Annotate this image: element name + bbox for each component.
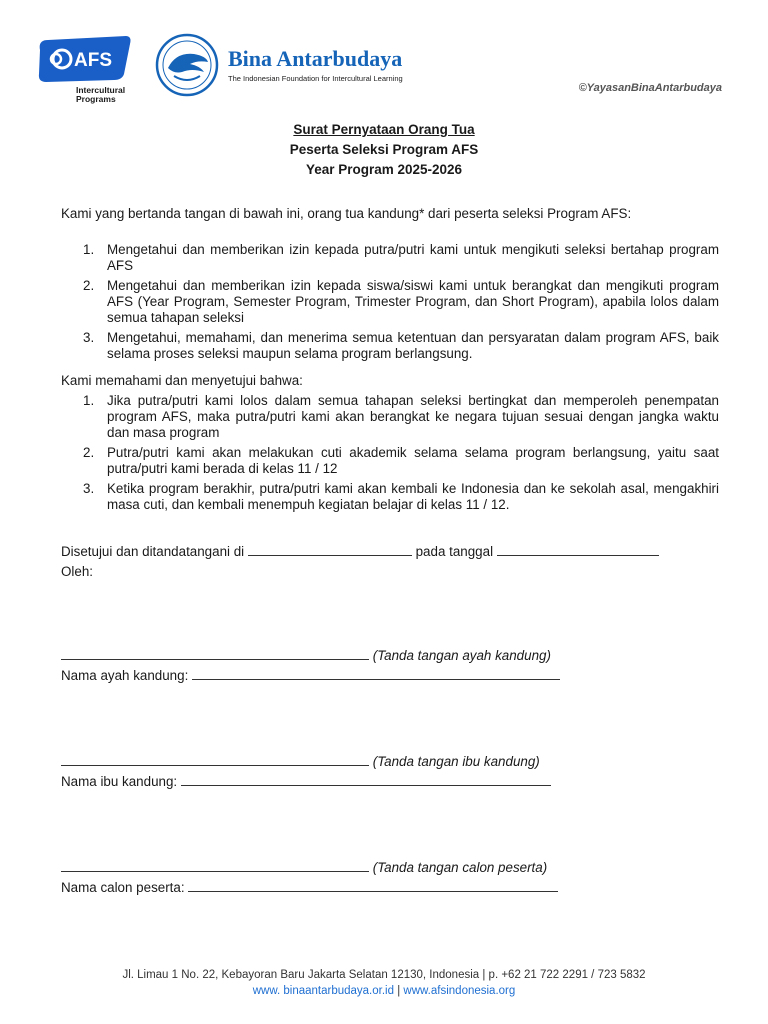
bina-antarbudaya-logo bbox=[154, 30, 424, 100]
father-signature-field[interactable] bbox=[61, 647, 369, 660]
mother-signature-block: (Tanda tangan ibu kandung) Nama ibu kandung: bbox=[61, 752, 551, 792]
list-item: 1. Mengetahui dan memberikan izin kepada putra/putri kami untuk mengikuti seleksi bertahap program AFS bbox=[83, 242, 719, 273]
website-link-afs[interactable]: www.afsindonesia.org bbox=[403, 985, 516, 997]
intro-paragraph: Kami yang bertanda tangan di bawah ini, orang tua kandung* dari peserta seleksi Program AFS: bbox=[61, 206, 632, 221]
document-title bbox=[0, 120, 768, 180]
father-name-field[interactable] bbox=[192, 667, 560, 680]
list-item: 2. Putra/putri kami akan melakukan cuti akademik selama selama program berlangsung, yaitu saat putra/putri kami berada di kelas 11 / 12 bbox=[83, 445, 719, 476]
father-signature-block: (Tanda tangan ayah kandung) Nama ayah kandung: bbox=[61, 646, 560, 686]
document-header bbox=[34, 30, 722, 110]
agreement-line: Disetujui dan ditandatangani di pada tanggal Oleh: bbox=[61, 542, 659, 582]
bina-emblem-icon bbox=[154, 32, 220, 98]
permission-list bbox=[61, 242, 719, 366]
candidate-signature-field[interactable] bbox=[61, 859, 369, 872]
list-item: 1. Jika putra/putri kami lolos dalam semua tahapan seleksi bertingkat dan memperoleh penempatan program AFS, maka putra/putri kami akan berangkat ke negara tujuan sesuai dengan jangka waktu dan masa program bbox=[83, 393, 719, 440]
afs-logo bbox=[34, 34, 134, 106]
agreement-intro: Kami memahami dan menyetujui bahwa: bbox=[61, 373, 303, 388]
website-link-bina[interactable]: www. binaantarbudaya.or.id bbox=[252, 985, 394, 997]
oleh-label: Oleh: bbox=[61, 564, 94, 579]
list-item: 3. Ketika program berakhir, putra/putri kami akan kembali ke Indonesia dan ke sekolah asal, mengakhiri masa cuti, dan kembali menempuh kegiatan belajar di kelas 11 / 12. bbox=[83, 481, 719, 512]
title-line-1: Surat Pernyataan Orang Tua bbox=[293, 122, 475, 137]
understanding-list bbox=[61, 393, 719, 517]
footer-links bbox=[0, 983, 768, 999]
afs-logo-text: AFS bbox=[74, 50, 112, 71]
title-line-2: Peserta Seleksi Program AFS bbox=[289, 142, 479, 157]
afs-logo-subtitle: Intercultural Programs bbox=[76, 85, 126, 104]
afs-logo-mark bbox=[34, 34, 134, 84]
copyright-notice: ©YayasanBinaAntarbudaya bbox=[578, 82, 722, 94]
place-field[interactable] bbox=[248, 543, 412, 556]
list-item: 3. Mengetahui, memahami, dan menerima semua ketentuan dan persyaratan dalam program AFS, baik selama proses seleksi maupun selama program berlangsung. bbox=[83, 330, 719, 361]
candidate-signature-block: (Tanda tangan calon peserta) Nama calon peserta: bbox=[61, 858, 558, 898]
bina-title: Bina Antarbudaya bbox=[228, 46, 403, 71]
list-item: 2. Mengetahui dan memberikan izin kepada siswa/siswi kami untuk berangkat dan mengikuti program AFS (Year Program, Semester Program, Trimester Program, dan Short Program), apabila lolos dalam semua tahapan seleksi bbox=[83, 278, 719, 325]
mother-signature-field[interactable] bbox=[61, 753, 369, 766]
footer-address: Jl. Limau 1 No. 22, Kebayoran Baru Jakarta Selatan 12130, Indonesia | p. +62 21 722 2291 / 723 5832 bbox=[122, 969, 646, 981]
title-line-3: Year Program 2025-2026 bbox=[305, 162, 463, 177]
mother-name-field[interactable] bbox=[181, 773, 551, 786]
footer-separator: | bbox=[397, 985, 401, 997]
date-field[interactable] bbox=[497, 543, 659, 556]
candidate-name-field[interactable] bbox=[188, 879, 558, 892]
bina-tagline: The Indonesian Foundation for Intercultural Learning bbox=[228, 74, 403, 83]
